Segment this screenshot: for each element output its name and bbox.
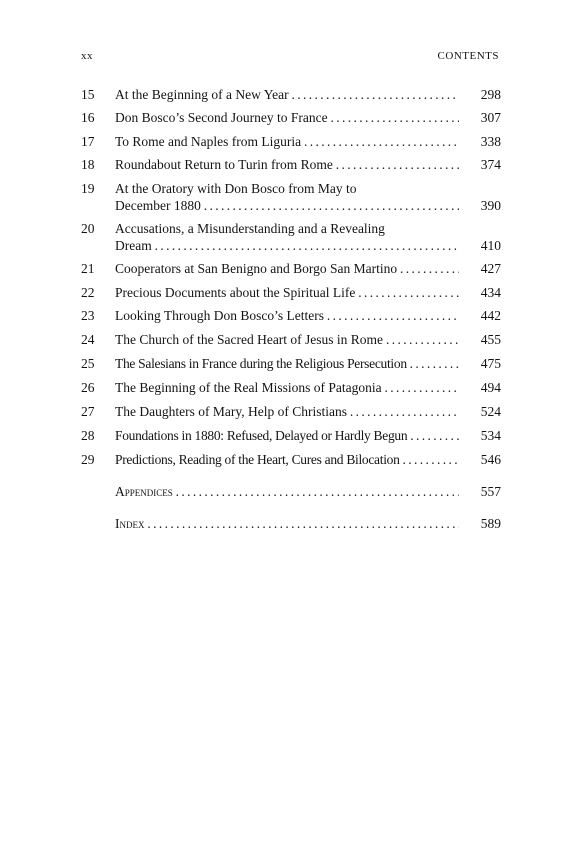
chapter-number: 24 xyxy=(81,332,95,347)
page-number-roman: xx xyxy=(81,50,93,62)
page-reference: 390 xyxy=(480,198,501,213)
chapter-number: 16 xyxy=(81,110,95,125)
page-reference: 494 xyxy=(480,380,501,395)
chapter-number: 18 xyxy=(81,157,95,172)
running-head-title: CONTENTS xyxy=(437,50,499,62)
chapter-number: 22 xyxy=(81,285,95,300)
page-reference: 589 xyxy=(480,516,501,531)
chapter-title: The Daughters of Mary, Help of Christians . . . xyxy=(115,403,459,420)
chapter-number: 29 xyxy=(81,452,95,467)
chapter-number: 17 xyxy=(81,134,95,149)
page-reference: 427 xyxy=(480,261,501,276)
chapter-title-line-2: Dream . . . xyxy=(115,237,459,254)
page-reference: 374 xyxy=(480,157,501,172)
chapter-number: 23 xyxy=(81,308,95,323)
chapter-title: The Salesians in France during the Religious Persecution . . . xyxy=(115,355,459,372)
page-reference: 534 xyxy=(480,428,501,443)
page-reference: 410 xyxy=(480,238,501,253)
chapter-number: 28 xyxy=(81,428,95,443)
chapter-title: Roundabout Return to Turin from Rome . . . xyxy=(115,156,459,173)
chapter-number: 25 xyxy=(81,356,95,371)
chapter-number: 20 xyxy=(81,221,95,236)
chapter-title: Predictions, Reading of the Heart, Cures and Bilocation . . . xyxy=(115,451,459,468)
chapter-number: 27 xyxy=(81,404,95,419)
chapter-title: Precious Documents about the Spiritual Life . . . xyxy=(115,284,459,301)
page-reference: 434 xyxy=(480,285,501,300)
page-reference: 475 xyxy=(480,356,501,371)
page-reference: 307 xyxy=(480,110,501,125)
page-reference: 338 xyxy=(480,134,501,149)
chapter-title: Don Bosco’s Second Journey to France . . . xyxy=(115,109,459,126)
chapter-title: To Rome and Naples from Liguria . . . xyxy=(115,133,459,150)
chapter-title-line-1: At the Oratory with Don Bosco from May to xyxy=(115,181,357,196)
chapter-number: 19 xyxy=(81,181,95,196)
chapter-number: 15 xyxy=(81,87,95,102)
page-reference: 298 xyxy=(480,87,501,102)
back-matter-title: Index . . . xyxy=(115,515,459,532)
back-matter-title: Appendices . . . xyxy=(115,483,459,500)
chapter-title: Cooperators at San Benigno and Borgo San Martino . . . xyxy=(115,260,459,277)
chapter-title-line-2: December 1880 . . . xyxy=(115,197,459,214)
chapter-title: Looking Through Don Bosco’s Letters . . . xyxy=(115,307,459,324)
chapter-title-line-1: Accusations, a Misunderstanding and a Revealing xyxy=(115,221,385,236)
chapter-number: 21 xyxy=(81,261,95,276)
chapter-title: The Beginning of the Real Missions of Patagonia . . . xyxy=(115,379,459,396)
toc-entry-19 xyxy=(81,180,501,214)
chapter-title: The Church of the Sacred Heart of Jesus in Rome . . . xyxy=(115,331,459,348)
page-reference: 546 xyxy=(480,452,501,467)
chapter-title: At the Beginning of a New Year . . . xyxy=(115,86,459,103)
chapter-number: 26 xyxy=(81,380,95,395)
chapter-title: Foundations in 1880: Refused, Delayed or Hardly Begun . . . xyxy=(115,427,459,444)
page-reference: 442 xyxy=(480,308,501,323)
page-reference: 455 xyxy=(480,332,501,347)
page-reference: 557 xyxy=(480,484,501,499)
toc-entry-20 xyxy=(81,220,501,254)
page-reference: 524 xyxy=(480,404,501,419)
running-head xyxy=(81,50,499,64)
